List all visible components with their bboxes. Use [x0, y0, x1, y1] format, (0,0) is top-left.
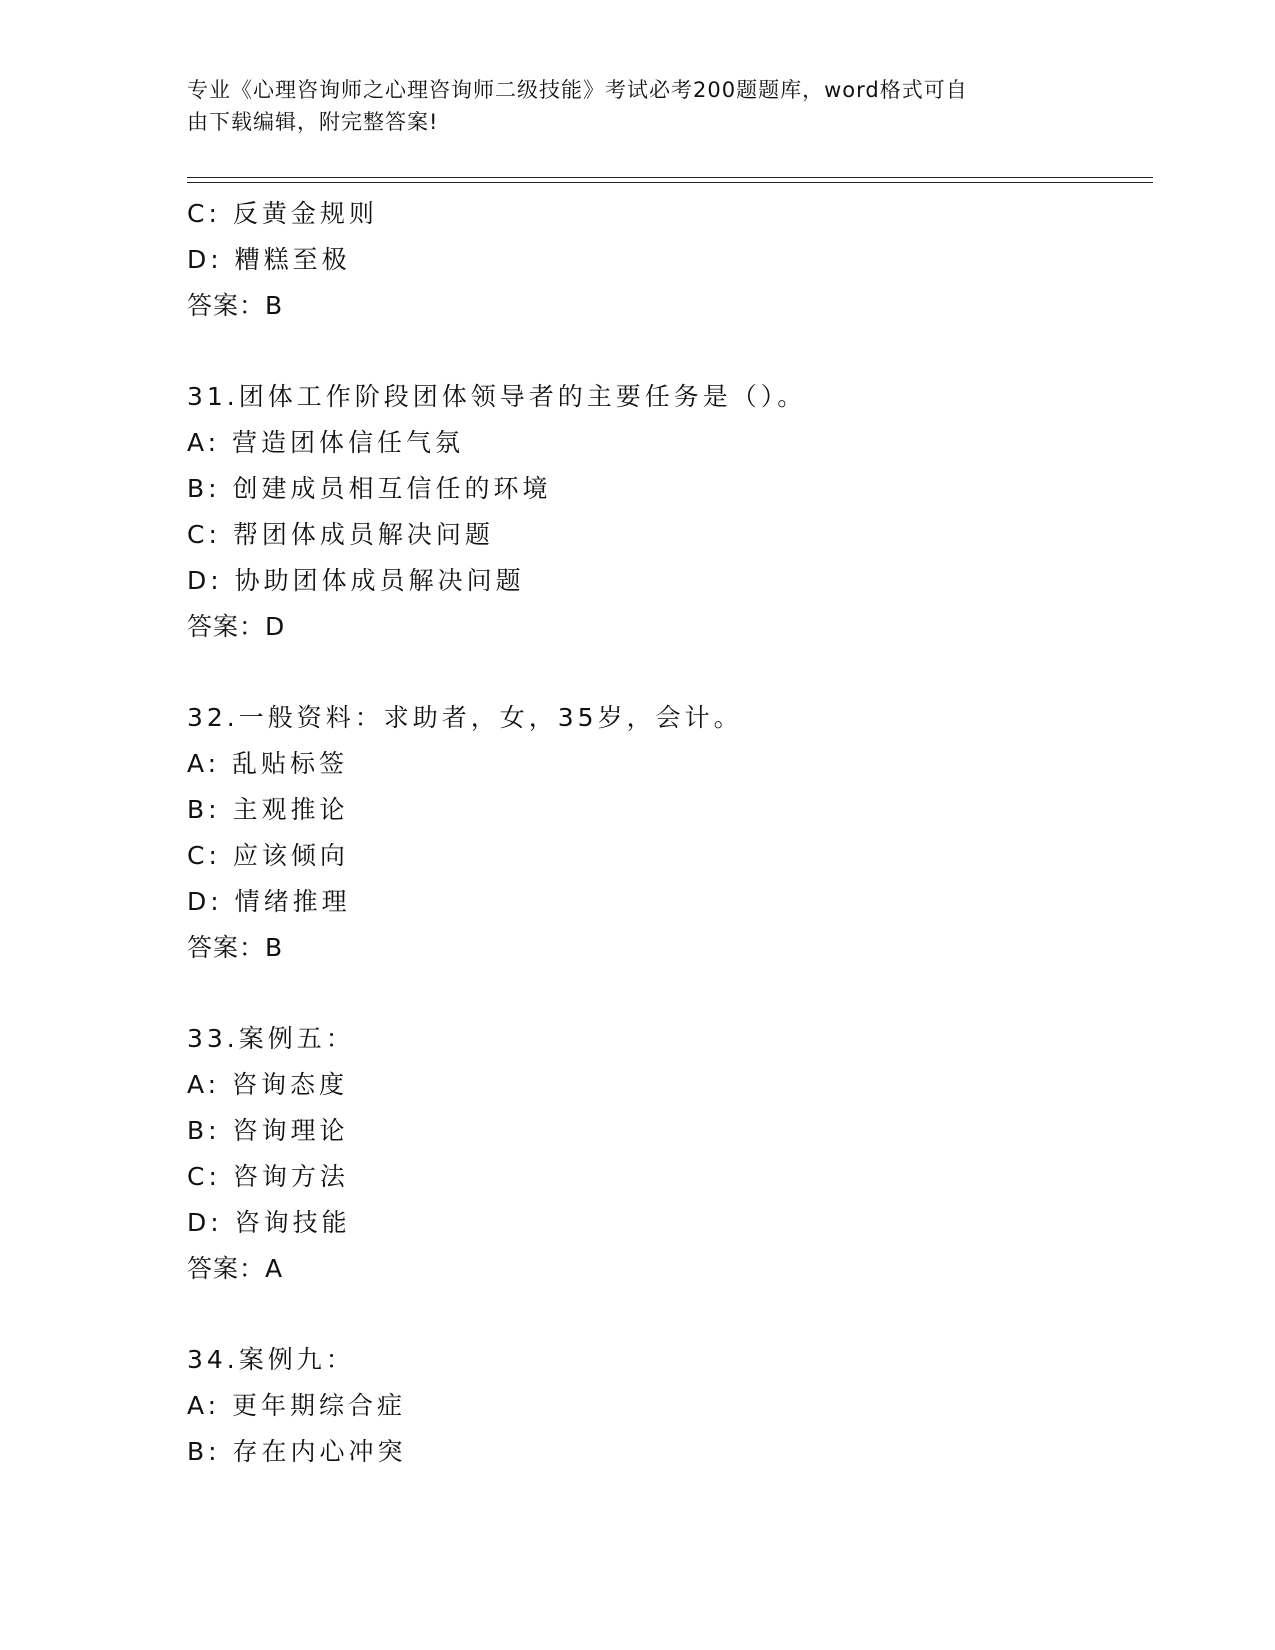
question-stem: 32.一般资料：求助者，女，35岁，会计。: [187, 703, 743, 732]
document-header: [187, 74, 1077, 138]
answer: 答案：A: [187, 1254, 284, 1283]
answer: 答案：B: [187, 933, 284, 962]
option-b: B: 主观推论: [187, 795, 349, 824]
question-stem: 33.案例五：: [187, 1024, 355, 1053]
option-a: A: 乱贴标签: [187, 749, 349, 778]
header-divider-bottom: [187, 182, 1153, 183]
option-b: B: 创建成员相互信任的环境: [187, 474, 552, 503]
question-32: [187, 695, 1147, 971]
option-a: A: 咨询态度: [187, 1070, 349, 1099]
question-30-partial: [187, 191, 1147, 329]
answer: 答案：B: [187, 291, 284, 320]
question-34: [187, 1337, 1147, 1475]
option-b: B: 存在内心冲突: [187, 1437, 407, 1466]
option-a: A: 更年期综合症: [187, 1391, 407, 1420]
question-stem: 34.案例九：: [187, 1345, 355, 1374]
header-line-2: 由下载编辑，附完整答案!: [187, 110, 439, 134]
header-divider-top: [187, 177, 1153, 178]
option-d: D: 糟糕至极: [187, 245, 351, 274]
option-d: D: 协助团体成员解决问题: [187, 566, 525, 595]
question-list: [187, 191, 1147, 1475]
option-c: C: 反黄金规则: [187, 199, 378, 228]
header-line-1: 专业《心理咨询师之心理咨询师二级技能》考试必考200题题库，word格式可自: [187, 78, 968, 102]
option-c: C: 咨询方法: [187, 1162, 349, 1191]
option-c: C: 帮团体成员解决问题: [187, 520, 494, 549]
option-b: B: 咨询理论: [187, 1116, 349, 1145]
option-d: D: 情绪推理: [187, 887, 351, 916]
answer: 答案：D: [187, 612, 286, 641]
question-stem: 31.团体工作阶段团体领导者的主要任务是（）。: [187, 382, 807, 411]
option-a: A: 营造团体信任气氛: [187, 428, 465, 457]
option-d: D: 咨询技能: [187, 1208, 351, 1237]
question-33: [187, 1016, 1147, 1292]
question-31: [187, 374, 1147, 650]
option-c: C: 应该倾向: [187, 841, 349, 870]
